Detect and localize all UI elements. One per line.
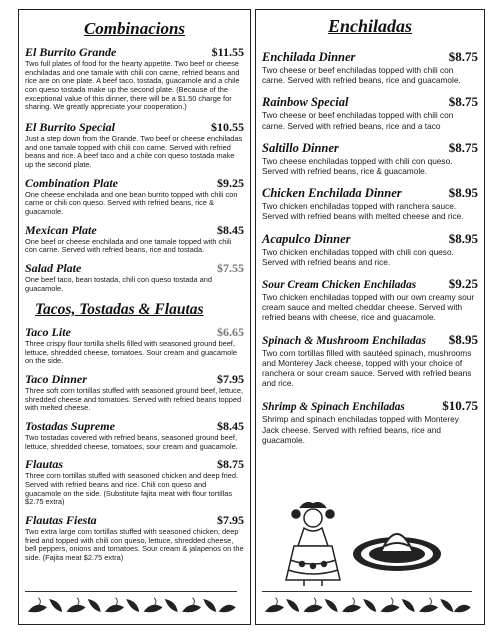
menu-item — [262, 231, 478, 267]
item-price: $8.95 — [448, 230, 478, 246]
item-name: Combination Plate — [25, 175, 119, 190]
item-price: $8.75 — [448, 94, 478, 110]
item-description: Two tostadas covered with refried beans, seasoned ground beef, lettuce, shredded cheese, tomatoes, sour cream and guacamole. — [25, 433, 238, 451]
item-description: Two extra large corn tortillas stuffed with seasoned chicken, deep fried and topped with chili con queso, lettuce, shredded cheese, bell peppers, onions and tomatoes. Sour cream & jalapenos on the side. (Fajita meat $2.75 extra) — [25, 527, 244, 562]
item-name: Flautas — [25, 457, 64, 472]
item-name: Spinach & Mushroom Enchiladas — [262, 333, 426, 347]
menu-item — [25, 513, 244, 563]
menu-item — [262, 276, 478, 323]
item-description: Two chicken enchiladas topped with chili con queso. Served with refried beans and rice. — [262, 246, 454, 267]
item-name: Taco Lite — [25, 325, 71, 340]
item-name: Acapulco Dinner — [262, 231, 351, 246]
item-description: Three soft corn tortillas stuffed with seasoned ground beef, lettuce, shredded cheese and tomatoes. Served with refried beans topped with melted cheese. — [25, 386, 244, 413]
item-price: $8.45 — [217, 222, 244, 237]
item-name: Sour Cream Chicken Enchiladas — [262, 279, 417, 292]
item-description: Two cheese or beef enchiladas topped with chili con carne. Served with refried beans, rice and guacamole. — [262, 65, 461, 86]
item-description: Three corn tortillas stuffed with seasoned chicken and deep fried. Served with refried beans and rice. Chili con queso and guacamole on the side. (Substitute fajita meat with flour tortillas $2.75 extra) — [25, 471, 239, 507]
item-price: $8.75 — [448, 139, 478, 155]
chili-pepper-border-icon — [262, 591, 472, 618]
item-name: Salad Plate — [25, 260, 82, 275]
item-description: Just a step down from the Grande. Two beef or cheese enchiladas and one tamale topped with chili con carne. Served with refried beans and rice. A beef taco and a chile con queso tostada make up the second plate. — [25, 133, 243, 169]
mexican-doll-icon — [282, 498, 344, 588]
item-description: Two cheese enchiladas topped with chili con queso. Served with refried beans, rice & guacamole. — [262, 155, 453, 177]
item-price: $8.75 — [448, 49, 478, 64]
menu-item — [25, 120, 244, 170]
item-price: $7.95 — [217, 372, 244, 387]
item-price: $9.25 — [217, 175, 244, 190]
menu-item — [25, 419, 244, 451]
sombrero-icon — [351, 522, 443, 574]
right-menu-column — [255, 9, 485, 625]
item-description: Two chicken enchiladas topped with our own creamy sour cream sauce and melted cheddar cheese. Served with refried beans with cheese, rice and guacamole. — [262, 292, 475, 323]
item-description: Three crispy flour tortilla shells filled with seasoned ground beef, lettuce, shredded cheese, tomatoes. Sour cream and guacamole on the side. — [25, 339, 237, 366]
menu-item — [25, 176, 244, 217]
item-price: $7.55 — [217, 260, 244, 275]
item-description: One cheese enchilada and one bean burrito topped with chili con carne or chili con queso. Served with refried beans, rice & guacamole. — [25, 189, 238, 216]
chili-pepper-border-icon — [25, 591, 237, 618]
menu-item — [262, 398, 478, 445]
item-description: Two chicken enchiladas topped with ranchera sauce. Served with refried beans with melted cheese and rice. — [262, 201, 464, 222]
item-price: $8.45 — [217, 419, 244, 434]
item-description: Two full plates of food for the hearty appetite. Two beef or cheese enchiladas and one tamale with chili con carne, refried beans and rice are on one plate. A beef taco, tostada, guacamole and a chile con queso tostada make up the second plate. (Because of the exceptional value of this dinner, there will be a $1.50 charge for sharing. We greatly appreciate your cooperation.) — [25, 59, 240, 112]
menu-item — [262, 140, 478, 176]
item-price: $8.95 — [448, 185, 478, 201]
menu-item — [262, 185, 478, 221]
item-description: Shrimp and spinach enchiladas topped with Monterey Jack cheese. Served with refried beans, rice and guacamole. — [262, 414, 459, 445]
item-name: Mexican Plate — [25, 222, 97, 237]
menu-item — [25, 325, 244, 366]
section-title-tacos: Tacos, Tostadas & Flautas — [35, 301, 204, 319]
item-price: $7.95 — [217, 513, 244, 528]
item-name: Chicken Enchilada Dinner — [262, 186, 402, 201]
menu-item — [25, 223, 244, 255]
item-price: $8.75 — [217, 457, 244, 472]
item-description: One beef taco, bean tostada, chili con queso tostada and guacamole. — [25, 274, 212, 293]
item-name: Enchilada Dinner — [262, 50, 356, 64]
item-description: One beef or cheese enchilada and one tamale topped with chili con carne. Served with refried beans, rice and tostada. — [25, 236, 232, 255]
menu-item — [262, 332, 478, 389]
section-title-combinations: Combinacions — [83, 19, 186, 38]
item-price: $6.65 — [217, 325, 244, 340]
item-description: Two cheese or beef enchiladas topped with chili con carne. Served with refried beans, rice and a taco — [262, 110, 454, 131]
item-price: $11.55 — [211, 45, 244, 59]
item-price: $10.75 — [442, 398, 478, 414]
menu-item — [262, 94, 478, 130]
left-menu-column — [18, 9, 251, 625]
item-name: Taco Dinner — [25, 372, 87, 387]
item-price: $10.55 — [211, 119, 244, 134]
item-name: El Burrito Grande — [25, 45, 117, 59]
item-price: $9.25 — [448, 276, 478, 292]
menu-item — [25, 261, 244, 293]
menu-item — [25, 45, 244, 112]
menu-item — [25, 372, 244, 413]
item-name: Tostadas Supreme — [25, 419, 115, 434]
item-name: El Burrito Special — [25, 119, 116, 134]
item-name: Flautas Fiesta — [25, 513, 97, 528]
section-title-enchiladas: Enchiladas — [327, 16, 413, 36]
item-name: Rainbow Special — [262, 95, 349, 110]
item-name: Saltillo Dinner — [262, 140, 339, 155]
item-price: $8.95 — [448, 331, 478, 347]
item-name: Shrimp & Spinach Enchiladas — [262, 401, 405, 414]
menu-item — [25, 457, 244, 507]
item-description: Two corn tortillas filled with sautéed spinach, mushrooms and Monterey Jack cheese, topped with your choice of ranchera or sour cream sauce. Served with refried beans and rice. — [262, 347, 472, 389]
menu-item — [262, 49, 478, 85]
